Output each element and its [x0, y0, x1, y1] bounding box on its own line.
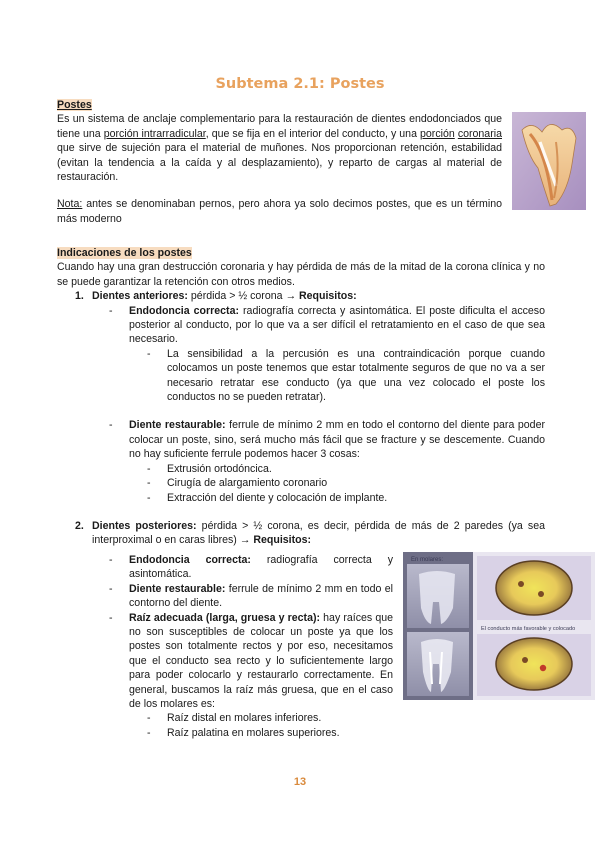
list-item-cirugia: - Cirugía de alargamiento coronario	[147, 477, 328, 490]
list-item-sensibilidad: - La sensibilidad a la percusión es una contraindicación porque cuando colocamos un poste tenemos que estar totalmente seguros de que no va a ser necesario retratar ese conducto (ya que una vez colocado el poste los conductos no se pueden retratar).	[147, 347, 545, 404]
list-item-raiz-adecuada: - Raíz adecuada (larga, gruesa y recta): hay raíces que no son susceptibles de colocar un poste ya que los postes son totalmente rectos y por eso, necesitamos que el conducto sea recto y lo suficientemente largo para poder colocarlo y restaurarlo correctamente. En general, buscamos la raíz más gruesa, que en el caso de los molares es:	[109, 611, 393, 711]
molar-xray-figure	[403, 552, 595, 700]
indicaciones-intro: Cuando hay una gran destrucción coronaria y hay pérdida de más de la mitad de la corona clínica y no se puede garantizar la retención con otros medios.	[57, 261, 545, 288]
porcion-intrarradicular: porción intrarradicular	[103, 127, 206, 140]
postes-section	[57, 98, 502, 226]
posteriores-sublist	[109, 553, 393, 740]
figure-label-molares: En molares:	[411, 557, 444, 563]
nota-label: Nota:	[57, 198, 83, 211]
indicaciones-section	[57, 246, 545, 548]
list-item-anteriores: 1. Dientes anteriores: pérdida > ½ corona → Requisitos:	[75, 290, 357, 303]
list-item-restaurable-posteriores: - Diente restaurable: ferrule de mínimo 2 mm en todo el contorno del diente.	[109, 582, 393, 610]
postes-heading: Postes	[57, 99, 92, 111]
page-number: 13	[293, 776, 307, 788]
list-item-posteriores: 2. Dientes posteriores: pérdida > ½ corona, es decir, pérdida de más de 2 paredes (ya sea interproximal o en caras libres) → Requisitos:	[75, 519, 545, 547]
list-item-raiz-distal: - Raíz distal en molares inferiores.	[147, 712, 322, 725]
list-item-endodoncia-posteriores: - Endodoncia correcta: radiografía correcta y asintomática.	[109, 554, 393, 581]
tooth-post-illustration	[512, 112, 586, 210]
list-item-restaurable-anteriores: - Diente restaurable: ferrule de mínimo 2 mm en todo el contorno del diente para poder colocar un poste, sino, será mucho más fácil que se fracture y se descemente. Cuando no hay suficiente ferrule podemos hacer 3 cosas:	[109, 419, 545, 461]
nota-paragraph: Nota: antes se denominaban pernos, pero ahora ya solo decimos postes, que es un término más moderno	[57, 198, 502, 225]
figure-label-conducto: El conducto más favorable y colocado	[481, 626, 576, 632]
list-item-raiz-palatina: - Raíz palatina en molares superiores.	[147, 726, 340, 739]
postes-paragraph: Es un sistema de anclaje complementario para la restauración de dientes endodonciados que tiene una porción intrarradicular, que se fija en el interior del conducto, y una porción coronaria que sirve de sujeción para el material de muñones. Nos proporcionan retención, estabilidad (evitan la tendencia a la caída y al desplazamiento), y reparto de cargas al material de restauración.	[57, 113, 502, 184]
page-title: Subtema 2.1: Postes	[215, 76, 385, 92]
indicaciones-heading: Indicaciones de los postes	[57, 247, 192, 259]
list-item-extrusion: - Extrusión ortodóncica.	[147, 462, 272, 475]
list-item-endodoncia-anteriores: - Endodoncia correcta: radiografía correcta y asintomática. El poste dificulta el acceso posterior al conducto, por lo que va a ser difícil el retratamiento en el caso de que sea necesario.	[109, 304, 545, 346]
list-item-extraccion: - Extracción del diente y colocación de implante.	[147, 491, 388, 504]
